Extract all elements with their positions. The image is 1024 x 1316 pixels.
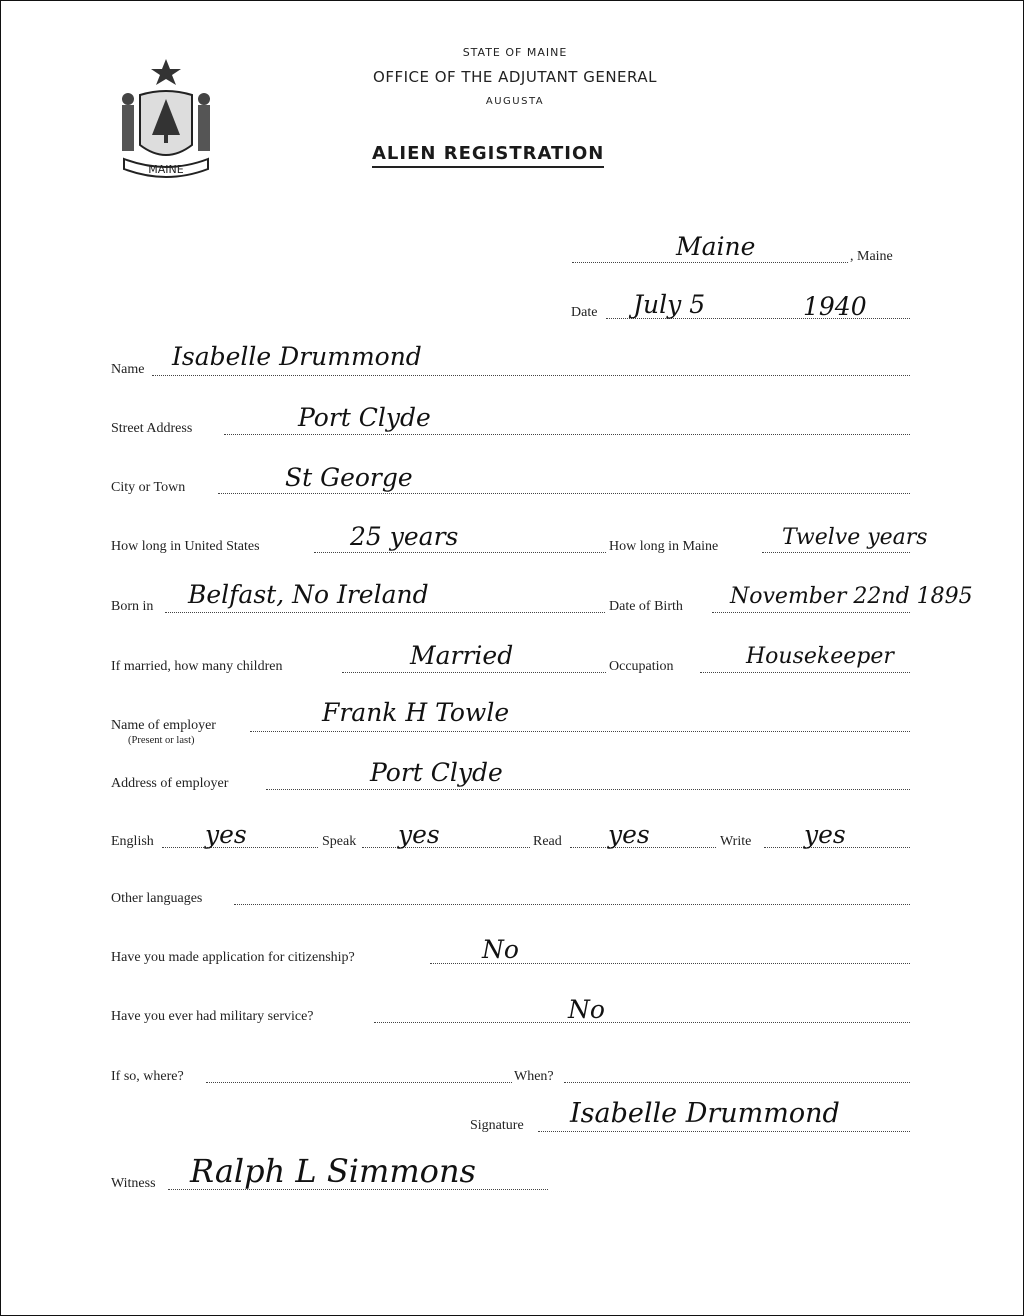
write-label: Write bbox=[720, 834, 752, 849]
born-in-label: Born in bbox=[111, 599, 154, 614]
how-long-maine-label: How long in Maine bbox=[609, 539, 719, 554]
maine-seal-icon bbox=[110, 55, 222, 183]
header-office: OFFICE OF THE ADJUTANT GENERAL bbox=[373, 68, 657, 86]
street-value: Port Clyde bbox=[298, 403, 431, 432]
date-value: July 5 bbox=[633, 290, 706, 319]
city-label: City or Town bbox=[111, 480, 186, 495]
military-value: No bbox=[568, 995, 605, 1024]
how-long-us-value: 25 years bbox=[350, 522, 459, 551]
name-label: Name bbox=[111, 362, 145, 377]
form-title: ALIEN REGISTRATION bbox=[372, 143, 604, 168]
signature-value: Isabelle Drummond bbox=[570, 1098, 840, 1129]
how-long-maine-value: Twelve years bbox=[782, 525, 928, 550]
children-label: If married, how many children bbox=[111, 659, 283, 674]
if-so-line bbox=[206, 1082, 512, 1083]
when-label: When? bbox=[514, 1069, 554, 1084]
date-year: 1940 bbox=[803, 292, 867, 321]
name-line bbox=[152, 375, 910, 376]
military-label: Have you ever had military service? bbox=[111, 1009, 314, 1024]
date-of-birth-line bbox=[712, 612, 910, 613]
date-label: Date bbox=[571, 305, 598, 320]
street-line bbox=[224, 434, 910, 435]
read-value: yes bbox=[608, 820, 650, 849]
signature-label: Signature bbox=[470, 1118, 524, 1133]
other-languages-line bbox=[234, 904, 910, 905]
military-line bbox=[374, 1022, 910, 1023]
employer-line bbox=[250, 731, 910, 732]
employer-address-value: Port Clyde bbox=[370, 758, 503, 787]
how-long-maine-line bbox=[762, 552, 910, 553]
other-languages-label: Other languages bbox=[111, 891, 203, 906]
read-label: Read bbox=[533, 834, 562, 849]
city-line bbox=[218, 493, 910, 494]
svg-text:MAINE: MAINE bbox=[148, 163, 184, 176]
how-long-us-line bbox=[314, 552, 606, 553]
place-line bbox=[572, 262, 848, 263]
place-value: Maine bbox=[676, 232, 756, 261]
occupation-line bbox=[700, 672, 910, 673]
occupation-label: Occupation bbox=[609, 659, 674, 674]
employer-value: Frank H Towle bbox=[322, 698, 510, 727]
city-value: St George bbox=[285, 463, 413, 492]
employer-sublabel: (Present or last) bbox=[128, 735, 195, 746]
header-state: STATE OF MAINE bbox=[462, 46, 568, 59]
header-city: AUGUSTA bbox=[485, 96, 545, 107]
employer-label: Name of employer bbox=[111, 718, 216, 733]
citizenship-label: Have you made application for citizenship? bbox=[111, 950, 355, 965]
witness-value: Ralph L Simmons bbox=[190, 1152, 476, 1190]
english-value: yes bbox=[205, 820, 247, 849]
speak-label: Speak bbox=[322, 834, 357, 849]
place-suffix: , Maine bbox=[850, 249, 893, 264]
when-line bbox=[564, 1082, 910, 1083]
witness-label: Witness bbox=[111, 1176, 156, 1191]
street-label: Street Address bbox=[111, 421, 193, 436]
signature-line bbox=[538, 1131, 910, 1132]
speak-value: yes bbox=[398, 820, 440, 849]
children-value: Married bbox=[410, 641, 514, 670]
name-value: Isabelle Drummond bbox=[172, 342, 422, 371]
speak-line bbox=[362, 847, 530, 848]
date-of-birth-value: November 22nd 1895 bbox=[730, 584, 973, 609]
how-long-us-label: How long in United States bbox=[111, 539, 260, 554]
english-label: English bbox=[111, 834, 154, 849]
write-value: yes bbox=[804, 820, 846, 849]
born-in-value: Belfast, No Ireland bbox=[188, 580, 429, 609]
date-of-birth-label: Date of Birth bbox=[609, 599, 683, 614]
employer-address-line bbox=[266, 789, 910, 790]
if-so-label: If so, where? bbox=[111, 1069, 184, 1084]
born-in-line bbox=[165, 612, 605, 613]
citizenship-value: No bbox=[482, 935, 519, 964]
employer-address-label: Address of employer bbox=[111, 776, 229, 791]
children-line bbox=[342, 672, 606, 673]
occupation-value: Housekeeper bbox=[746, 644, 894, 669]
